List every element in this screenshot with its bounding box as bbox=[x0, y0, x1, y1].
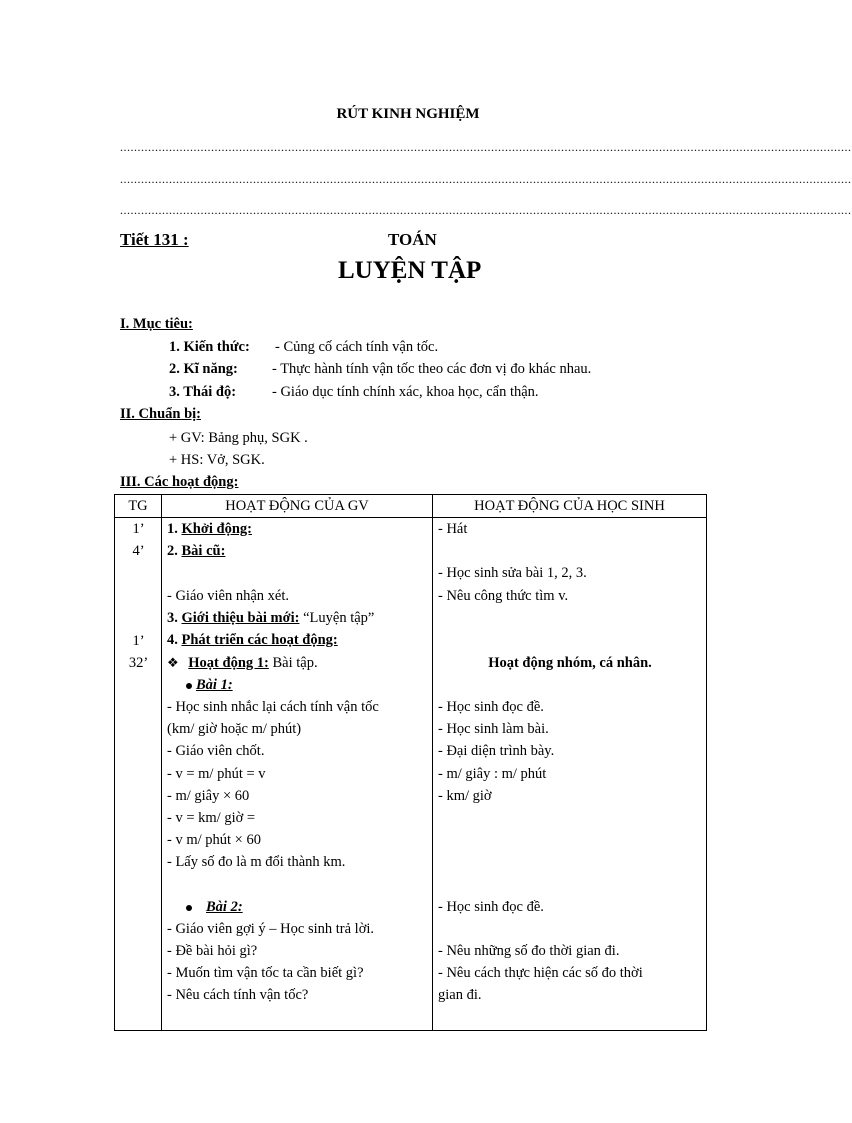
gv-step-1: 1. Khởi động: bbox=[167, 521, 252, 537]
gv-line: - v m/ phút × 60 bbox=[167, 832, 261, 848]
objective-label-knowledge: 1. Kiến thức: bbox=[169, 339, 250, 355]
tg-value: 32’ bbox=[128, 655, 149, 671]
hs-line: - Nêu những số đo thời gian đi. bbox=[438, 943, 620, 959]
gv-exercise-1: Bài 1: bbox=[186, 677, 233, 694]
column-header-tg: TG bbox=[115, 495, 162, 518]
tg-value: 1’ bbox=[132, 521, 145, 537]
hs-line: - Học sinh đọc đề. bbox=[438, 899, 544, 915]
objectives-heading: I. Mục tiêu: bbox=[120, 316, 193, 332]
column-header-hs: HOẠT ĐỘNG CỦA HỌC SINH bbox=[433, 495, 707, 518]
objective-text-knowledge: - Củng cố cách tính vận tốc. bbox=[275, 339, 439, 355]
tg-column bbox=[115, 518, 162, 1031]
hs-line: - Học sinh làm bài. bbox=[438, 721, 549, 737]
bullet-icon bbox=[186, 683, 192, 689]
gv-step-3: 3. Giới thiệu bài mới: “Luyện tập” bbox=[167, 610, 375, 626]
preparation-hs: + HS: Vở, SGK. bbox=[169, 452, 265, 468]
review-title: RÚT KINH NGHIỆM bbox=[336, 106, 480, 122]
gv-line: - Nêu cách tính vận tốc? bbox=[167, 987, 309, 1003]
review-dotline-3: ................................................................................................................................................................................................................. bbox=[120, 203, 852, 217]
gv-line: - m/ giây × 60 bbox=[167, 788, 250, 804]
column-header-gv: HOẠT ĐỘNG CỦA GV bbox=[162, 495, 433, 518]
objective-text-skill: - Thực hành tính vận tốc theo các đơn vị đo khác nhau. bbox=[272, 361, 592, 377]
review-dotline-2: ................................................................................................................................................................................................................. bbox=[120, 172, 852, 186]
review-dotline-1: ................................................................................................................................................................................................................. bbox=[120, 140, 852, 154]
hs-line: - Nêu cách thực hiện các số đo thời bbox=[438, 965, 643, 981]
gv-line: - Học sinh nhắc lại cách tính vận tốc bbox=[167, 699, 379, 715]
hs-line: - Học sinh sửa bài 1, 2, 3. bbox=[438, 565, 587, 581]
tg-value: 1’ bbox=[132, 633, 145, 649]
tg-value: 4’ bbox=[132, 543, 145, 559]
preparation-heading: II. Chuẩn bị: bbox=[120, 406, 201, 422]
hs-line: - Nêu công thức tìm v. bbox=[438, 588, 569, 604]
lesson-title: LUYỆN TẬP bbox=[338, 257, 482, 284]
gv-step-2: 2. Bài cũ: bbox=[167, 543, 226, 559]
hs-line: - Học sinh đọc đề. bbox=[438, 699, 544, 715]
gv-line: - Giáo viên gợi ý – Học sinh trả lời. bbox=[167, 921, 375, 937]
hs-line: - Đại diện trình bày. bbox=[438, 743, 555, 759]
hs-line: gian đi. bbox=[438, 987, 482, 1003]
hs-line: - m/ giây : m/ phút bbox=[438, 766, 547, 782]
diamond-bullet-icon: ❖ bbox=[167, 656, 179, 671]
bullet-icon bbox=[186, 905, 192, 911]
hs-line: - km/ giờ bbox=[438, 788, 492, 804]
gv-line: - Giáo viên chốt. bbox=[167, 743, 265, 759]
lesson-subject: TOÁN bbox=[388, 230, 437, 249]
gv-line: - Muốn tìm vận tốc ta cần biết gì? bbox=[167, 965, 364, 981]
preparation-gv: + GV: Bảng phụ, SGK . bbox=[169, 430, 308, 446]
gv-exercise-2: Bài 2: bbox=[186, 899, 243, 916]
gv-column bbox=[162, 518, 433, 1031]
objective-label-attitude: 3. Thái độ: bbox=[169, 384, 237, 400]
gv-line: - v = m/ phút = v bbox=[167, 766, 266, 782]
gv-line: - Đề bài hỏi gì? bbox=[167, 943, 258, 959]
objective-text-attitude: - Giáo dục tính chính xác, khoa học, cẩn thận. bbox=[272, 384, 539, 400]
gv-line: (km/ giờ hoặc m/ phút) bbox=[167, 721, 302, 737]
activities-table bbox=[114, 494, 707, 1031]
gv-line: - Lấy số đo là m đổi thành km. bbox=[167, 854, 346, 870]
hs-group-heading: Hoạt động nhóm, cá nhân. bbox=[488, 655, 652, 671]
activities-heading: III. Các hoạt động: bbox=[120, 474, 239, 490]
gv-activity-1: ❖ Hoạt động 1: Bài tập. bbox=[167, 655, 318, 671]
lesson-label: Tiết 131 : bbox=[120, 230, 189, 249]
hs-column bbox=[433, 518, 707, 1031]
objective-label-skill: 2. Kĩ năng: bbox=[169, 361, 238, 377]
gv-step-4: 4. Phát triển các hoạt động: bbox=[167, 632, 338, 648]
gv-line: - Giáo viên nhận xét. bbox=[167, 588, 290, 604]
gv-line: - v = km/ giờ = bbox=[167, 810, 256, 826]
hs-line: - Hát bbox=[438, 521, 468, 537]
